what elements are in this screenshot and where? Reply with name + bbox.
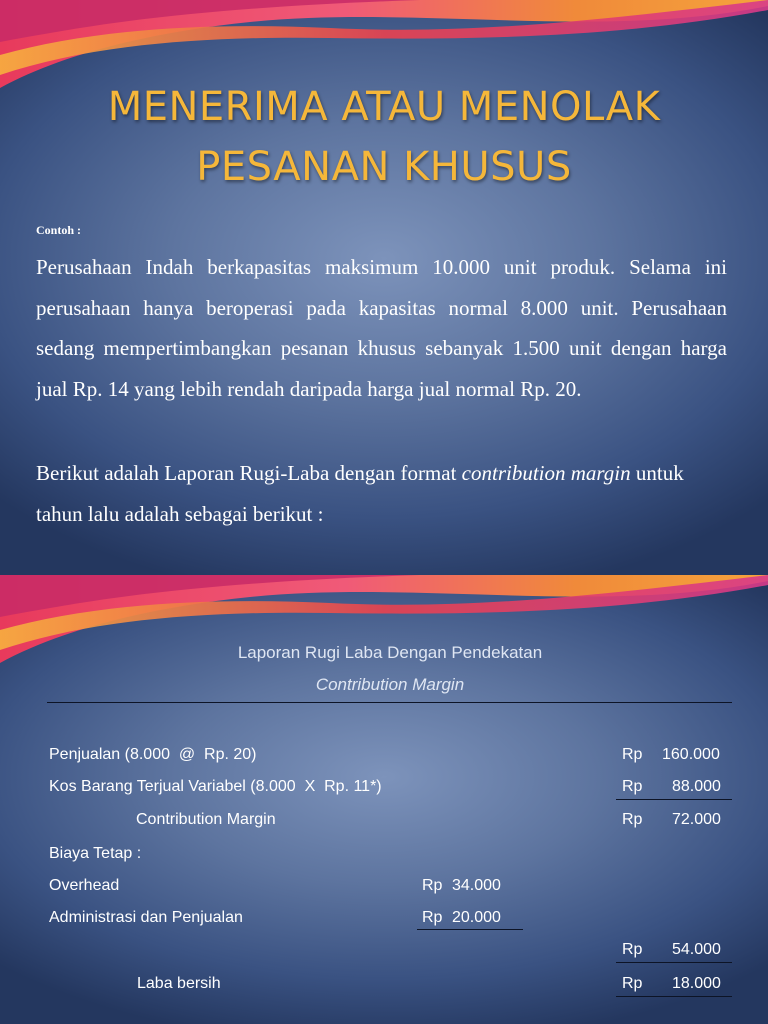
row-kos-value: Rp 88.000	[622, 778, 721, 795]
row-admin-value: Rp 20.000	[422, 909, 501, 926]
slide-title-line-2: PESANAN KHUSUS	[196, 144, 572, 190]
paragraph-2-italic: contribution margin	[461, 461, 631, 485]
row-penjualan-label: Penjualan (8.000 @ Rp. 20)	[49, 746, 257, 763]
row-penjualan-value: Rp 160.000	[622, 746, 720, 763]
row-laba-value: Rp 18.000	[622, 975, 721, 992]
row-cm-value: Rp 72.000	[622, 811, 721, 828]
slide-title-line-1: MENERIMA ATAU MENOLAK	[107, 84, 661, 130]
underline-total-biaya	[616, 962, 732, 963]
paragraph-2	[36, 453, 727, 534]
underline-kos	[616, 799, 732, 800]
report-title: Laporan Rugi Laba Dengan Pendekatan	[237, 643, 543, 662]
row-admin-label: Administrasi dan Penjualan	[49, 909, 243, 926]
paragraph-2-text-b: untuk tahun lalu adalah sebagai berikut :	[36, 461, 684, 526]
underline-laba	[616, 996, 732, 997]
row-cm-label: Contribution Margin	[136, 811, 276, 828]
row-laba-label: Laba bersih	[137, 975, 221, 992]
row-total-biaya-value: Rp 54.000	[622, 941, 721, 958]
row-kos-label: Kos Barang Terjual Variabel (8.000 X Rp. 11*)	[49, 778, 382, 795]
paragraph-1: Perusahaan Indah berkapasitas maksimum 10.000 unit produk. Selama ini perusahaan hanya beroperasi pada kapasitas normal 8.000 unit. Perusahaan sedang mempertimbangkan pesanan khusus sebanyak 1.500 unit dengan harga jual Rp. 14 yang lebih rendah daripada harga jual normal Rp. 20.	[36, 255, 727, 401]
paragraph-2-text-a: Berikut adalah Laporan Rugi-Laba dengan format	[36, 461, 462, 485]
row-biaya-tetap-label: Biaya Tetap :	[49, 845, 142, 862]
row-overhead-value: Rp 34.000	[422, 877, 501, 894]
row-overhead-label: Overhead	[49, 877, 120, 894]
example-label: Contoh :	[36, 223, 82, 237]
report-subtitle: Contribution Margin	[315, 675, 465, 694]
underline-admin	[417, 929, 523, 930]
header-divider	[47, 702, 732, 703]
